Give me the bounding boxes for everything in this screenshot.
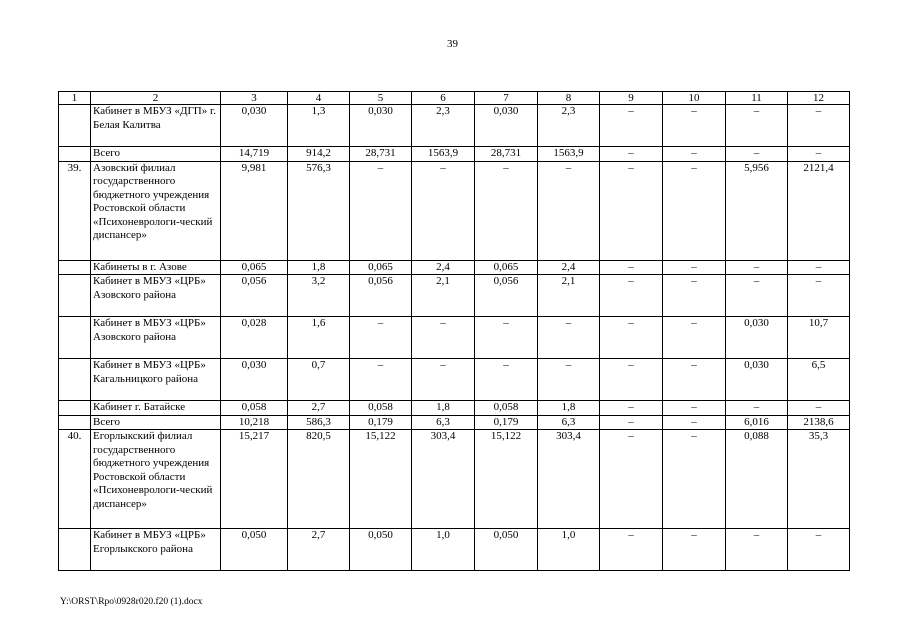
table-cell: 2,4 bbox=[412, 260, 475, 275]
table-cell: – bbox=[350, 161, 412, 260]
table-row bbox=[59, 401, 850, 416]
table-cell: 0,058 bbox=[350, 401, 412, 416]
row-name-cell: Егорлыкский филиал государственного бюджетного учреждения Ростовской области «Психоневрологи-ческий диспансер» bbox=[91, 430, 221, 529]
column-header: 11 bbox=[726, 92, 788, 105]
table-cell: 6,016 bbox=[726, 415, 788, 430]
table-cell: 6,5 bbox=[788, 359, 850, 401]
table-cell: 6,3 bbox=[412, 415, 475, 430]
table-cell: – bbox=[475, 161, 538, 260]
table-cell: – bbox=[600, 529, 663, 571]
column-header: 6 bbox=[412, 92, 475, 105]
row-number-cell bbox=[59, 147, 91, 162]
table-cell: – bbox=[788, 105, 850, 147]
table-cell: – bbox=[600, 275, 663, 317]
table-row bbox=[59, 415, 850, 430]
table-cell: 3,2 bbox=[288, 275, 350, 317]
table-cell: 303,4 bbox=[412, 430, 475, 529]
table-cell: – bbox=[663, 529, 726, 571]
row-name-cell: Кабинет в МБУЗ «ЦРБ» Егорлыкского района bbox=[91, 529, 221, 571]
table-cell: – bbox=[663, 359, 726, 401]
table-cell: – bbox=[726, 260, 788, 275]
row-number-cell bbox=[59, 359, 91, 401]
table-cell: – bbox=[726, 105, 788, 147]
table-cell: 0,7 bbox=[288, 359, 350, 401]
table-cell: 0,030 bbox=[726, 359, 788, 401]
table-cell: – bbox=[663, 105, 726, 147]
table-row bbox=[59, 529, 850, 571]
table-row bbox=[59, 105, 850, 147]
table-cell: 1563,9 bbox=[412, 147, 475, 162]
table-cell: – bbox=[538, 161, 600, 260]
file-path-footer: Y:\ORST\Rpo\0928r020.f20 (1).docx bbox=[60, 597, 203, 607]
row-number-cell: 39. bbox=[59, 161, 91, 260]
table-cell: 14,719 bbox=[221, 147, 288, 162]
table-cell: – bbox=[788, 260, 850, 275]
table-cell: 28,731 bbox=[475, 147, 538, 162]
column-header: 10 bbox=[663, 92, 726, 105]
table-cell: – bbox=[475, 317, 538, 359]
table-cell: – bbox=[475, 359, 538, 401]
table-cell: 0,065 bbox=[221, 260, 288, 275]
table-cell: – bbox=[412, 359, 475, 401]
table-cell: – bbox=[726, 275, 788, 317]
table-cell: 586,3 bbox=[288, 415, 350, 430]
column-header: 1 bbox=[59, 92, 91, 105]
table-cell: – bbox=[663, 317, 726, 359]
row-number-cell: 40. bbox=[59, 430, 91, 529]
table-cell: – bbox=[600, 161, 663, 260]
table-cell: 2,3 bbox=[412, 105, 475, 147]
table-cell: 576,3 bbox=[288, 161, 350, 260]
table-cell: 0,065 bbox=[475, 260, 538, 275]
column-header: 9 bbox=[600, 92, 663, 105]
table-cell: 820,5 bbox=[288, 430, 350, 529]
table-cell: – bbox=[726, 401, 788, 416]
table-cell: – bbox=[600, 430, 663, 529]
table-cell: 1,0 bbox=[412, 529, 475, 571]
table-cell: 5,956 bbox=[726, 161, 788, 260]
table-cell: 9,981 bbox=[221, 161, 288, 260]
table-cell: 1,8 bbox=[288, 260, 350, 275]
table-cell: – bbox=[663, 161, 726, 260]
table-cell: 914,2 bbox=[288, 147, 350, 162]
table-cell: 0,030 bbox=[221, 359, 288, 401]
table-cell: 1,6 bbox=[288, 317, 350, 359]
table-row bbox=[59, 275, 850, 317]
table-cell: – bbox=[663, 401, 726, 416]
table-row bbox=[59, 161, 850, 260]
table-cell: 2,1 bbox=[412, 275, 475, 317]
row-number-cell bbox=[59, 275, 91, 317]
table-cell: 1,0 bbox=[538, 529, 600, 571]
table-cell: 1,3 bbox=[288, 105, 350, 147]
table-cell: – bbox=[788, 147, 850, 162]
table-cell: 0,050 bbox=[475, 529, 538, 571]
table-cell: – bbox=[600, 260, 663, 275]
data-table bbox=[58, 91, 850, 571]
row-name-cell: Всего bbox=[91, 415, 221, 430]
table-cell: 0,058 bbox=[221, 401, 288, 416]
page-number: 39 bbox=[447, 38, 458, 50]
row-name-cell: Кабинет в МБУЗ «ЦРБ» Азовского района bbox=[91, 317, 221, 359]
table-cell: 6,3 bbox=[538, 415, 600, 430]
table-cell: 0,028 bbox=[221, 317, 288, 359]
row-name-cell: Кабинеты в г. Азове bbox=[91, 260, 221, 275]
table-cell: – bbox=[538, 359, 600, 401]
table-cell: 10,7 bbox=[788, 317, 850, 359]
row-number-cell bbox=[59, 260, 91, 275]
table-cell: – bbox=[726, 529, 788, 571]
row-name-cell: Азовский филиал государственного бюджетного учреждения Ростовской области «Психоневрологи-ческий диспансер» bbox=[91, 161, 221, 260]
table-cell: – bbox=[663, 147, 726, 162]
table-cell: 15,122 bbox=[475, 430, 538, 529]
table-cell: – bbox=[600, 147, 663, 162]
table-cell: 303,4 bbox=[538, 430, 600, 529]
table-cell: 0,179 bbox=[350, 415, 412, 430]
table-cell: – bbox=[600, 105, 663, 147]
table-cell: 2121,4 bbox=[788, 161, 850, 260]
table-row bbox=[59, 359, 850, 401]
table-cell: 0,050 bbox=[350, 529, 412, 571]
table-cell: 0,058 bbox=[475, 401, 538, 416]
table-cell: 2,7 bbox=[288, 529, 350, 571]
table-row bbox=[59, 317, 850, 359]
table-cell: – bbox=[726, 147, 788, 162]
column-header: 7 bbox=[475, 92, 538, 105]
table-cell: 0,030 bbox=[350, 105, 412, 147]
table-cell: 0,030 bbox=[221, 105, 288, 147]
row-name-cell: Кабинет в МБУЗ «ЦРБ» Кагальницкого района bbox=[91, 359, 221, 401]
table-cell: 0,179 bbox=[475, 415, 538, 430]
row-number-cell bbox=[59, 105, 91, 147]
table-cell: 0,065 bbox=[350, 260, 412, 275]
column-header: 2 bbox=[91, 92, 221, 105]
table-row bbox=[59, 260, 850, 275]
table-header-row bbox=[59, 92, 850, 105]
table-cell: 0,056 bbox=[350, 275, 412, 317]
table-cell: 28,731 bbox=[350, 147, 412, 162]
table-cell: – bbox=[600, 401, 663, 416]
column-header: 4 bbox=[288, 92, 350, 105]
table-cell: 0,030 bbox=[726, 317, 788, 359]
row-number-cell bbox=[59, 401, 91, 416]
table-cell: 35,3 bbox=[788, 430, 850, 529]
table-cell: – bbox=[412, 161, 475, 260]
table-cell: 2,4 bbox=[538, 260, 600, 275]
table-cell: – bbox=[663, 430, 726, 529]
column-header: 8 bbox=[538, 92, 600, 105]
table-cell: 0,088 bbox=[726, 430, 788, 529]
table-cell: – bbox=[538, 317, 600, 359]
table-cell: – bbox=[663, 415, 726, 430]
table-cell: 2,7 bbox=[288, 401, 350, 416]
table-cell: 0,050 bbox=[221, 529, 288, 571]
table-cell: – bbox=[350, 317, 412, 359]
table-cell: 1563,9 bbox=[538, 147, 600, 162]
column-header: 3 bbox=[221, 92, 288, 105]
table-cell: – bbox=[663, 260, 726, 275]
row-name-cell: Всего bbox=[91, 147, 221, 162]
table-cell: 2,3 bbox=[538, 105, 600, 147]
table-cell: – bbox=[663, 275, 726, 317]
table-cell: – bbox=[412, 317, 475, 359]
table-cell: – bbox=[600, 359, 663, 401]
column-header: 12 bbox=[788, 92, 850, 105]
row-number-cell bbox=[59, 415, 91, 430]
row-name-cell: Кабинет в МБУЗ «ДГП» г. Белая Калитва bbox=[91, 105, 221, 147]
row-name-cell: Кабинет в МБУЗ «ЦРБ» Азовского района bbox=[91, 275, 221, 317]
table-cell: – bbox=[350, 359, 412, 401]
table-row bbox=[59, 147, 850, 162]
table-cell: – bbox=[788, 529, 850, 571]
table-cell: – bbox=[600, 415, 663, 430]
table-cell: 0,030 bbox=[475, 105, 538, 147]
table-cell: 0,056 bbox=[475, 275, 538, 317]
table-cell: 15,122 bbox=[350, 430, 412, 529]
table-cell: 10,218 bbox=[221, 415, 288, 430]
table-cell: 15,217 bbox=[221, 430, 288, 529]
table-cell: 0,056 bbox=[221, 275, 288, 317]
table-cell: 2,1 bbox=[538, 275, 600, 317]
table-cell: 1,8 bbox=[412, 401, 475, 416]
table-cell: 2138,6 bbox=[788, 415, 850, 430]
table-cell: – bbox=[788, 275, 850, 317]
row-number-cell bbox=[59, 529, 91, 571]
column-header: 5 bbox=[350, 92, 412, 105]
row-name-cell: Кабинет г. Батайске bbox=[91, 401, 221, 416]
table-cell: – bbox=[788, 401, 850, 416]
table-cell: – bbox=[600, 317, 663, 359]
table-cell: 1,8 bbox=[538, 401, 600, 416]
table-row bbox=[59, 430, 850, 529]
row-number-cell bbox=[59, 317, 91, 359]
